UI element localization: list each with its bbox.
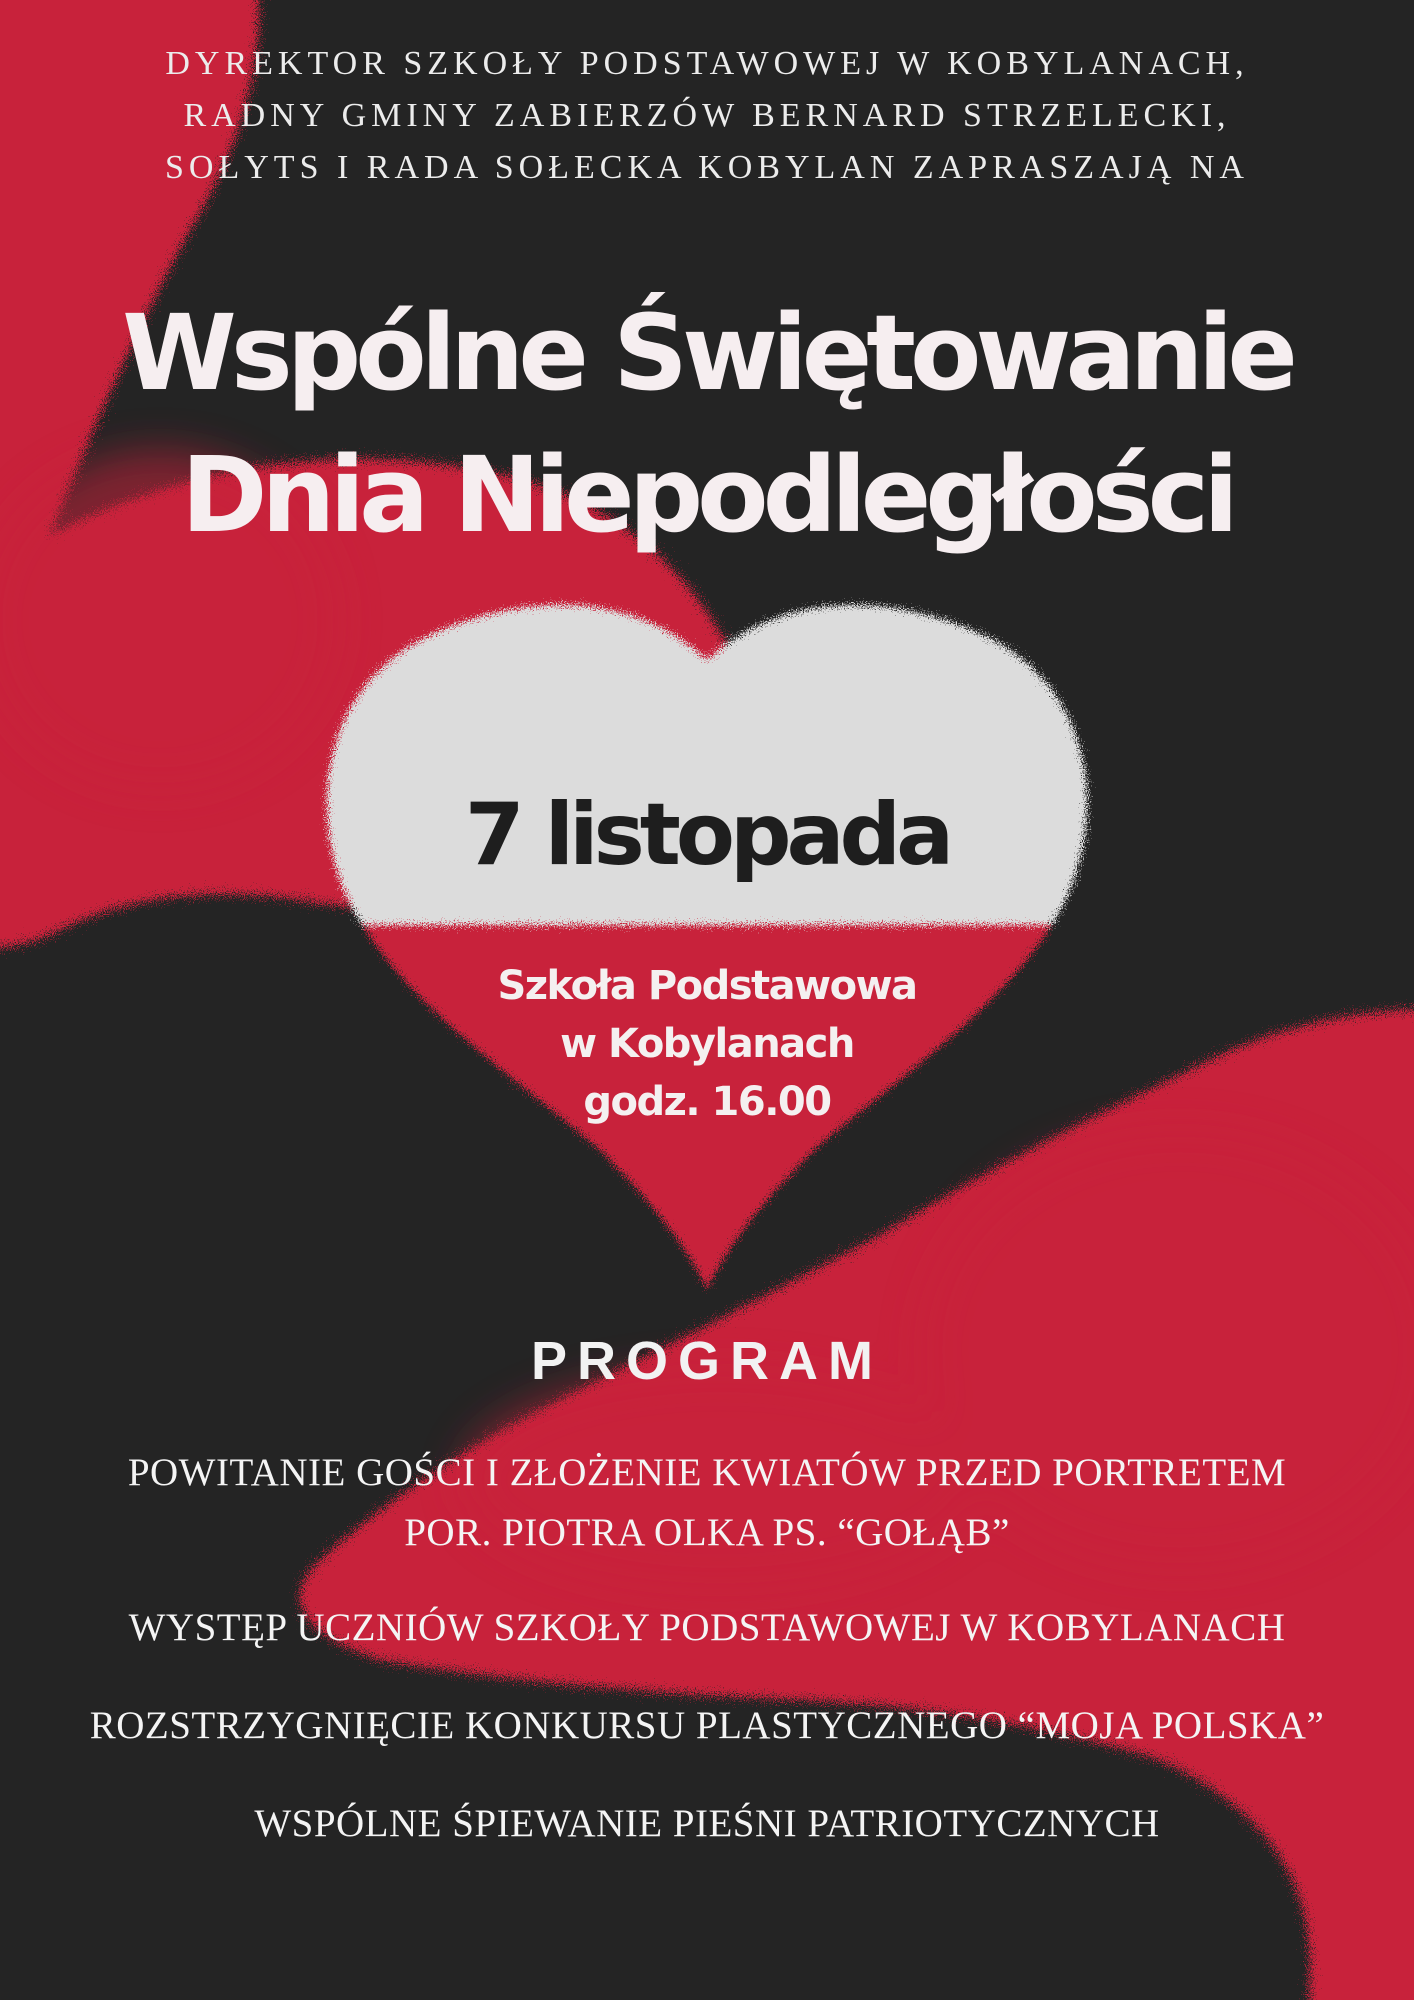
program-item-line: POR. PIOTRA OLKA PS. “GOŁĄB” bbox=[404, 1511, 1010, 1554]
program-item-line: WSPÓLNE ŚPIEWANIE PIEŚNI PATRIOTYCZNYCH bbox=[254, 1802, 1160, 1845]
intro-line: DYREKTOR SZKOŁY PODSTAWOWEJ W KOBYLANACH, bbox=[165, 45, 1249, 82]
program-item-line: POWITANIE GOŚCI I ZŁOŻENIE KWIATÓW PRZED PORTRETEM bbox=[127, 1451, 1287, 1494]
program-item bbox=[0, 1794, 1414, 1854]
invitation-intro bbox=[0, 38, 1414, 194]
intro-line: RADNY GMINY ZABIERZÓW BERNARD STRZELECKI, bbox=[183, 97, 1231, 134]
program-item bbox=[0, 1598, 1414, 1658]
program-item bbox=[0, 1443, 1414, 1563]
event-title bbox=[0, 282, 1414, 566]
program-item bbox=[0, 1696, 1414, 1756]
title-line: Wspólne Świętowanie bbox=[122, 292, 1292, 414]
program-heading: PROGRAM bbox=[531, 1331, 883, 1391]
program-item-line: WYSTĘP UCZNIÓW SZKOŁY PODSTAWOWEJ W KOBYLANACH bbox=[128, 1606, 1286, 1649]
venue-line: Szkoła Podstawowa bbox=[497, 963, 917, 1009]
title-line: Dnia Niepodległości bbox=[181, 434, 1233, 556]
intro-line: SOŁYTS I RADA SOŁECKA KOBYLAN ZAPRASZAJĄ NA bbox=[165, 149, 1249, 186]
event-time: godz. 16.00 bbox=[583, 1079, 831, 1125]
venue-line: w Kobylanach bbox=[560, 1021, 854, 1067]
event-date: 7 listopada bbox=[464, 785, 950, 885]
program-item-line: ROZSTRZYGNIĘCIE KONKURSU PLASTYCZNEGO “MOJA POLSKA” bbox=[89, 1704, 1325, 1747]
event-venue bbox=[0, 957, 1414, 1131]
